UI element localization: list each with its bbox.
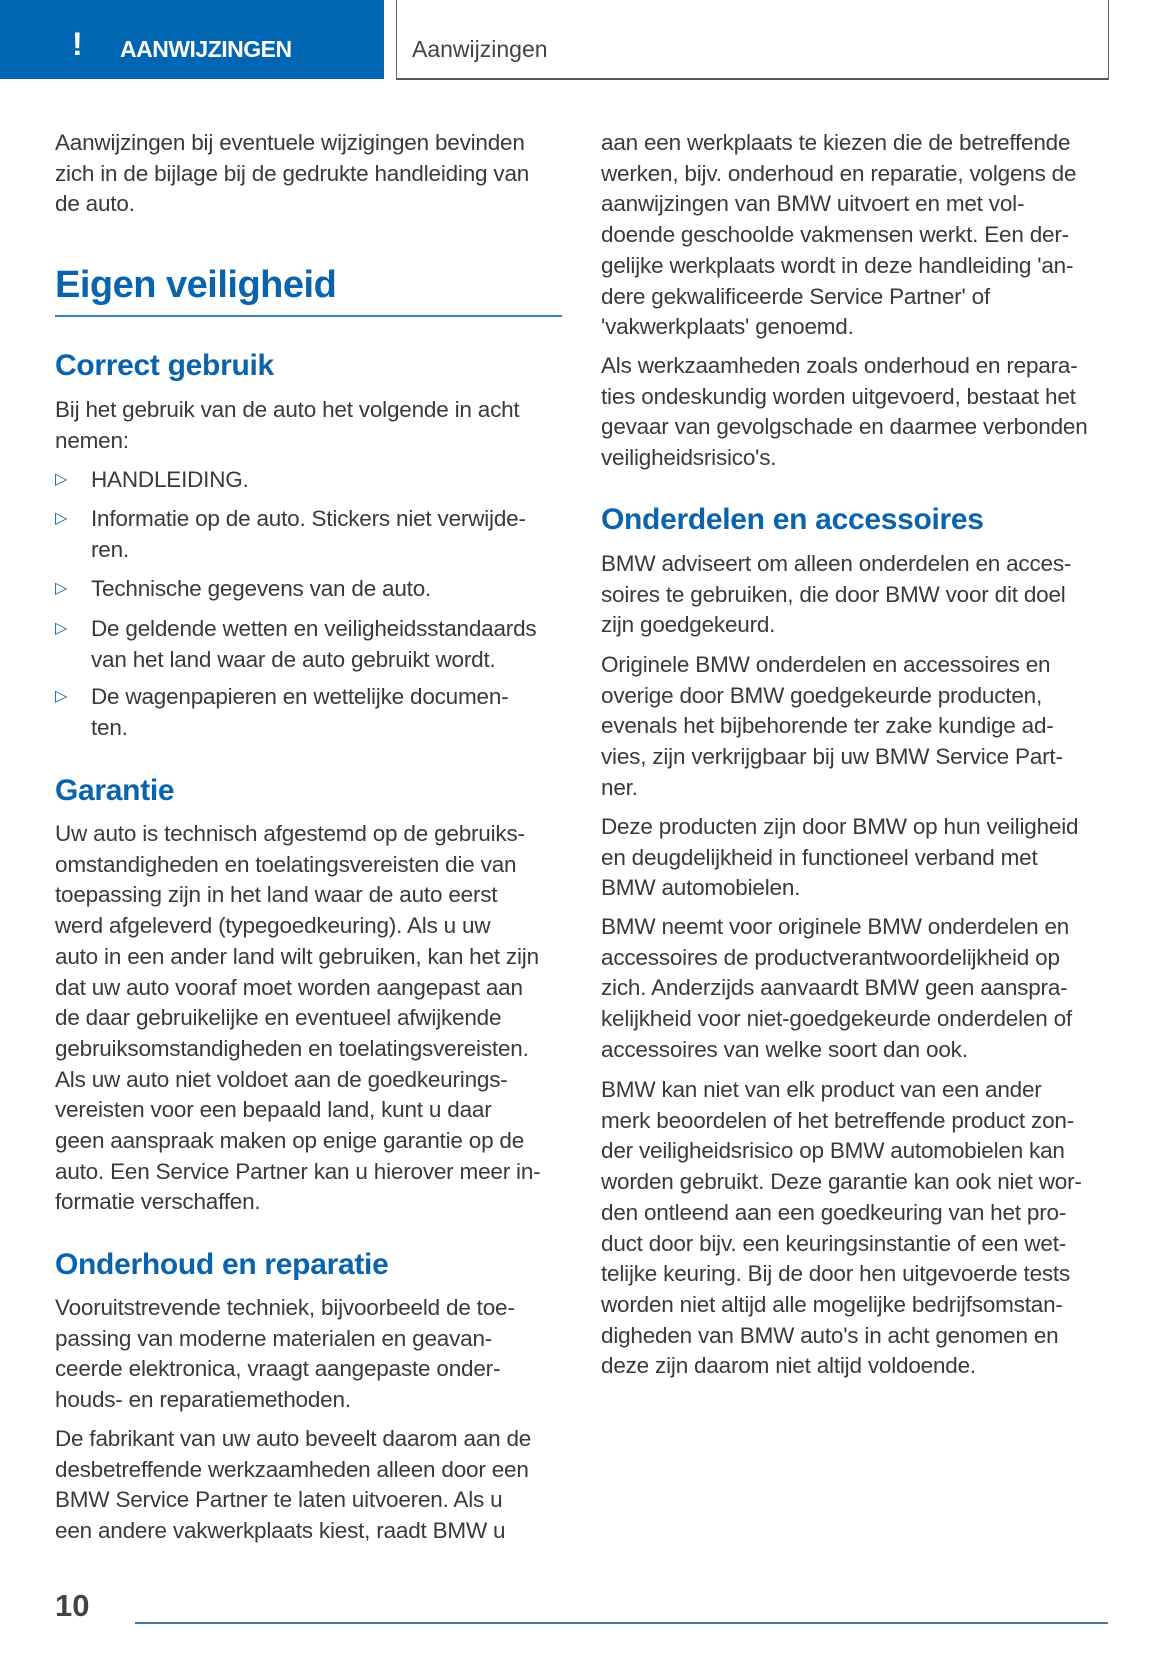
text-line: ten.	[91, 714, 128, 740]
text-line: Originele BMW onderdelen en accessoires en	[601, 652, 1051, 677]
text-line: aan een werkplaats te kiezen die de betreffende	[601, 130, 1071, 155]
text-line: gelijke werkplaats wordt in deze handleiding 'an-	[601, 252, 1074, 278]
text-line: zijn goedgekeurd.	[601, 612, 776, 638]
page-title: Aanwijzingen	[412, 36, 548, 62]
text-line: omstandigheden en toelatingsvereisten die van	[55, 851, 517, 877]
triangle-bullet-icon: ▷	[55, 688, 68, 705]
list-item	[55, 504, 565, 565]
heading-garantie: Garantie	[55, 774, 175, 807]
onderhoud-paragraph-2	[55, 1424, 565, 1547]
list-item	[55, 682, 565, 743]
text-line: auto in een ander land wilt gebruiken, kan het zijn	[55, 943, 539, 969]
text-line: soires te gebruiken, die door BMW voor dit doel	[601, 581, 1066, 607]
text-line: ties ondeskundig worden uitgevoerd, bestaat het	[601, 383, 1076, 409]
text-line: de daar gebruikelijke en eventueel afwijkende	[55, 1005, 502, 1031]
correct-gebruik-intro	[55, 395, 565, 456]
list-item	[55, 465, 565, 496]
onderdelen-paragraph-3	[601, 812, 1111, 904]
onderhoud-paragraph-1	[55, 1293, 565, 1416]
triangle-bullet-icon: ▷	[55, 471, 68, 488]
onderdelen-paragraph-1	[601, 549, 1111, 641]
text-line: vereisten voor een bepaald land, kunt u daar	[55, 1097, 492, 1123]
text-line: dere gekwalificeerde Service Partner' of	[601, 283, 990, 309]
text-line: toepassing zijn in het land waar de auto eerst	[55, 882, 498, 908]
text-line: van het land waar de auto gebruikt wordt.	[91, 646, 496, 672]
text-line: BMW kan niet van elk product van een ander	[601, 1077, 1042, 1102]
werkplaats-paragraph	[601, 128, 1111, 343]
text-line: HANDLEIDING.	[91, 467, 249, 492]
text-line: zich in de bijlage bij de gedrukte handleiding van	[55, 160, 530, 186]
text-line: Als uw auto niet voldoet aan de goedkeurings-	[55, 1066, 508, 1092]
onderdelen-paragraph-4	[601, 912, 1111, 1066]
text-line: evenals het bijbehorende ter zake kundige ad-	[601, 713, 1054, 739]
page-number: 10	[55, 1588, 90, 1623]
text-line: een andere vakwerkplaats kiest, raadt BMW u	[55, 1518, 506, 1544]
text-line: duct door bijv. een keuringsinstantie of een wet-	[601, 1230, 1067, 1256]
text-line: veiligheidsrisico's.	[601, 445, 777, 471]
text-line: dat uw auto vooraf moet worden aangepast aan	[55, 974, 523, 1000]
text-line: en deugdelijkheid in functioneel verband met	[601, 844, 1038, 870]
text-line: doende geschoolde vakmensen werkt. Een der-	[601, 222, 1069, 248]
exclamation-icon: !	[72, 26, 83, 62]
text-line: Informatie op de auto. Stickers niet verwijde-	[91, 506, 526, 531]
heading-onderhoud: Onderhoud en reparatie	[55, 1248, 389, 1281]
text-line: worden gebruikt. Deze garantie kan ook niet wor-	[601, 1169, 1082, 1195]
text-line: der veiligheidsrisico op BMW automobielen kan	[601, 1138, 1065, 1164]
section-tab	[0, 0, 384, 79]
text-line: accessoires de productverantwoordelijkheid op	[601, 944, 1060, 970]
text-line: 'vakwerkplaats' genoemd.	[601, 314, 854, 340]
text-line: BMW Service Partner te laten uitvoeren. Als u	[55, 1487, 503, 1513]
text-line: BMW adviseert om alleen onderdelen en acces-	[601, 551, 1072, 576]
heading-onderdelen: Onderdelen en accessoires	[601, 503, 984, 536]
text-line: werken, bijv. onderhoud en reparatie, volgens de	[601, 160, 1077, 186]
text-line: de auto.	[55, 191, 135, 217]
text-line: auto. Een Service Partner kan u hierover meer in-	[55, 1158, 541, 1184]
text-line: ren.	[91, 536, 129, 562]
text-line: zich. Anderzijds aanvaardt BMW geen aanspra-	[601, 975, 1068, 1001]
triangle-bullet-icon: ▷	[55, 510, 68, 527]
text-line: De geldende wetten en veiligheidsstandaards	[91, 616, 537, 641]
text-line: ceerde elektronica, vraagt aangepaste onder-	[55, 1356, 501, 1382]
onderdelen-paragraph-5	[601, 1075, 1111, 1382]
text-line: Vooruitstrevende techniek, bijvoorbeeld de toe-	[55, 1295, 515, 1320]
heading-rule	[55, 315, 562, 317]
text-line: Aanwijzingen bij eventuele wijzigingen bevinden	[55, 130, 525, 155]
text-line: overige door BMW goedgekeurde producten,	[601, 682, 1043, 708]
text-line: gebruiksomstandigheden en toelatingsvereisten.	[55, 1035, 529, 1061]
text-line: desbetreffende werkzaamheden alleen door een	[55, 1456, 529, 1482]
text-line: formatie verschaffen.	[55, 1189, 261, 1215]
text-line: Uw auto is technisch afgestemd op de gebruiks-	[55, 821, 525, 846]
text-line: geen aanspraak maken op enige garantie op de	[55, 1128, 525, 1154]
text-line: nemen:	[55, 427, 129, 453]
text-line: Deze producten zijn door BMW op hun veiligheid	[601, 814, 1079, 839]
garantie-paragraph	[55, 819, 565, 1218]
list-item	[55, 574, 565, 605]
text-line: De fabrikant van uw auto beveelt daarom aan de	[55, 1426, 532, 1451]
text-line: telijke keuring. Bij de door hen uitgevoerde tests	[601, 1261, 1071, 1287]
text-line: BMW neemt voor originele BMW onderdelen en	[601, 914, 1070, 939]
footer-rule	[135, 1622, 1108, 1624]
text-line: aanwijzingen van BMW uitvoert en met vol-	[601, 191, 1025, 217]
text-line: houds- en reparatiemethoden.	[55, 1387, 351, 1413]
text-line: digheden van BMW auto's in acht genomen en	[601, 1322, 1059, 1348]
text-line: den ontleend aan een goedkeuring van het pro-	[601, 1199, 1067, 1225]
list-item	[55, 614, 565, 675]
page-header	[396, 0, 1109, 80]
text-line: De wagenpapieren en wettelijke documen-	[91, 684, 509, 709]
text-line: passing van moderne materialen en geavan-	[55, 1325, 493, 1351]
heading-eigen-veiligheid: Eigen veiligheid	[55, 264, 337, 306]
triangle-bullet-icon: ▷	[55, 620, 68, 637]
text-line: Technische gegevens van de auto.	[91, 576, 432, 601]
text-line: worden niet altijd alle mogelijke bedrijfsomstan-	[601, 1291, 1063, 1317]
text-line: accessoires van welke soort dan ook.	[601, 1036, 968, 1062]
text-line: Als werkzaamheden zoals onderhoud en repara-	[601, 353, 1078, 378]
text-line: kelijkheid voor niet-goedgekeurde onderdelen of	[601, 1006, 1072, 1032]
text-line: BMW automobielen.	[601, 875, 801, 901]
intro-paragraph	[55, 128, 565, 220]
triangle-bullet-icon: ▷	[55, 580, 68, 597]
text-line: vies, zijn verkrijgbaar bij uw BMW Service Part-	[601, 744, 1063, 770]
text-line: deze zijn daarom niet altijd voldoende.	[601, 1353, 976, 1379]
heading-correct-gebruik: Correct gebruik	[55, 349, 274, 382]
section-label: AANWIJZINGEN	[120, 36, 292, 62]
gevolgschade-paragraph	[601, 351, 1111, 474]
text-line: merk beoordelen of het betreffende product zon-	[601, 1107, 1074, 1133]
onderdelen-paragraph-2	[601, 650, 1111, 804]
text-line: Bij het gebruik van de auto het volgende in acht	[55, 397, 520, 422]
text-line: ner.	[601, 774, 638, 800]
text-line: gevaar van gevolgschade en daarmee verbonden	[601, 414, 1088, 440]
text-line: werd afgeleverd (typegoedkeuring). Als u uw	[55, 913, 491, 939]
